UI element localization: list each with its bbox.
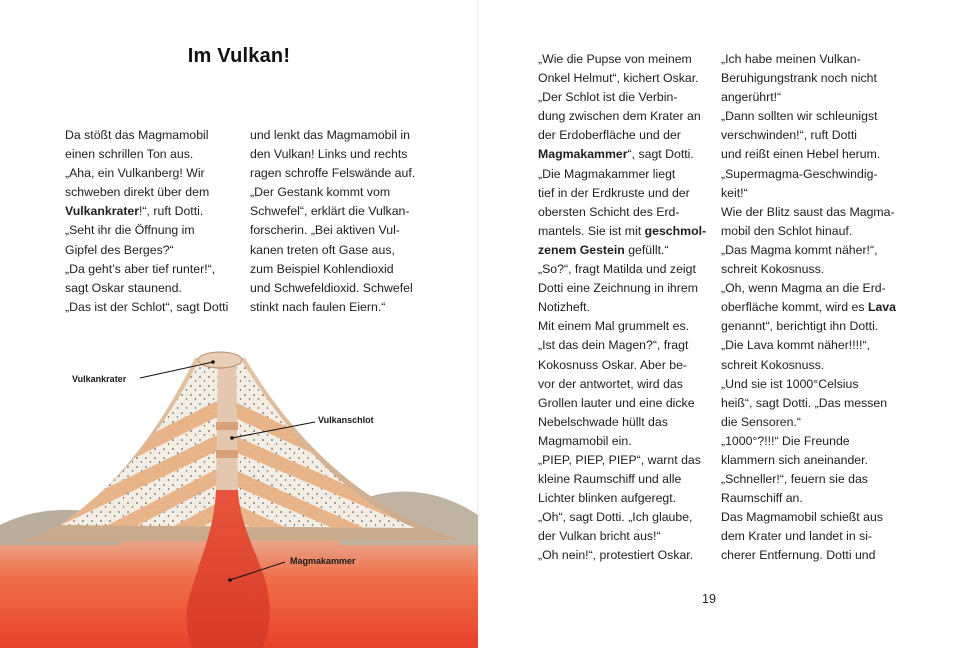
text-line <box>250 241 415 260</box>
bold-term: geschmol- <box>644 223 707 238</box>
text-run: Beruhigungstrank noch nicht <box>721 71 877 86</box>
text-run: „1000°?!!!“ Die Freunde <box>721 433 850 448</box>
text-line <box>538 546 706 565</box>
text-line <box>250 260 415 279</box>
text-line <box>721 165 896 184</box>
volcano-illustration <box>0 330 478 648</box>
text-line <box>538 508 706 527</box>
text-run: keit!“ <box>721 185 748 200</box>
text-line <box>721 260 896 279</box>
text-line <box>538 375 706 394</box>
text-run: und Schwefeldioxid. Schwefel <box>250 280 413 295</box>
text-run: cherer Entfernung. Dotti und <box>721 548 876 563</box>
text-line <box>538 145 706 164</box>
text-line <box>721 126 896 145</box>
text-run: „Ich habe meinen Vulkan- <box>721 52 861 66</box>
text-line <box>721 432 896 451</box>
text-run: „Aha, ein Vulkanberg! Wir <box>65 166 205 181</box>
text-run: „Und sie ist 1000°Celsius <box>721 376 859 391</box>
text-run: und lenkt das Magmamobil in <box>250 128 410 142</box>
label-vulkankrater: Vulkankrater <box>72 374 127 384</box>
text-line <box>721 489 896 508</box>
text-run: zum Beispiel Kohlendioxid <box>250 261 394 276</box>
text-run: !“, ruft Dotti. <box>139 204 204 219</box>
text-run: „Supermagma-Geschwindig- <box>721 166 878 181</box>
text-line <box>250 164 415 183</box>
text-line <box>721 184 896 203</box>
text-run: gefüllt.“ <box>624 242 669 257</box>
text-run: angerührt!“ <box>721 90 782 105</box>
text-line <box>65 298 228 317</box>
text-line <box>721 50 896 69</box>
text-line <box>721 356 896 375</box>
text-column-3 <box>538 50 706 566</box>
text-run: Schwefel“, erklärt die Vulkan- <box>250 204 410 219</box>
text-line <box>65 221 228 240</box>
text-run: heiß“, sagt Dotti. „Das messen <box>721 395 888 410</box>
text-run: Da stößt das Magmamobil <box>65 128 209 142</box>
text-run: „Seht ihr die Öffnung im <box>65 223 195 238</box>
text-run: dung zwischen dem Krater an <box>538 109 701 124</box>
text-line <box>538 279 706 298</box>
text-run: forscherin. „Bei aktiven Vul- <box>250 223 400 238</box>
text-line <box>250 145 415 164</box>
text-line <box>721 413 896 432</box>
text-run: „Das Magma kommt näher!“, <box>721 242 878 257</box>
text-run: „Wie die Pupse von meinem <box>538 52 692 66</box>
text-run: kleine Raumschiff und alle <box>538 472 682 487</box>
text-run: Das Magmamobil schießt aus <box>721 510 883 525</box>
text-run: Grollen lauter und eine dicke <box>538 395 695 410</box>
text-run: „Oh nein!“, protestiert Oskar. <box>538 548 694 563</box>
text-run: Onkel Helmut“, kichert Oskar. <box>538 71 699 86</box>
text-run: Mit einem Mal grummelt es. <box>538 319 690 334</box>
text-run: und reißt einen Hebel herum. <box>721 147 881 162</box>
text-run: obersten Schicht des Erd- <box>538 204 680 219</box>
text-line <box>65 279 228 298</box>
text-run: sagt Oskar staunend. <box>65 280 182 295</box>
text-line <box>250 126 415 145</box>
page-title: Im Vulkan! <box>187 45 291 67</box>
text-line <box>538 69 706 88</box>
text-line <box>250 279 415 298</box>
bold-term: zenem Gestein <box>538 242 625 257</box>
text-line <box>721 107 896 126</box>
text-line <box>721 88 896 107</box>
text-column-2 <box>250 126 415 317</box>
text-line <box>721 241 896 260</box>
text-run: vor der antwortet, wird das <box>538 376 683 391</box>
text-line <box>538 470 706 489</box>
text-line <box>65 260 228 279</box>
text-line <box>538 107 706 126</box>
text-line <box>538 451 706 470</box>
text-line <box>721 317 896 336</box>
text-line <box>721 145 896 164</box>
text-run: Notizheft. <box>538 300 590 315</box>
text-line <box>538 203 706 222</box>
label-magmakammer: Magmakammer <box>290 556 356 566</box>
text-line <box>538 165 706 184</box>
text-run: “, sagt Dotti. <box>627 147 694 162</box>
text-run: schweben direkt über dem <box>65 185 210 200</box>
text-line <box>250 202 415 221</box>
text-line <box>538 489 706 508</box>
text-line <box>538 88 706 107</box>
text-line <box>65 202 228 221</box>
text-run: oberfläche kommt, wird es <box>721 300 868 315</box>
text-run: einen schrillen Ton aus. <box>65 147 194 162</box>
text-run: „Oh, wenn Magma an die Erd- <box>721 281 886 296</box>
text-run: mantels. Sie ist mit <box>538 223 645 238</box>
text-line <box>721 203 896 222</box>
text-line <box>538 241 706 260</box>
text-run: schreit Kokosnuss. <box>721 262 825 277</box>
text-run: „Der Gestank kommt vom <box>250 185 391 200</box>
text-run: mobil den Schlot hinauf. <box>721 223 853 238</box>
crater-opening <box>198 352 242 368</box>
text-run: „Schneller!“, feuern sie das <box>721 472 868 487</box>
bold-term: Vulkankrater <box>65 204 140 219</box>
text-line <box>538 394 706 413</box>
text-line <box>721 375 896 394</box>
text-line <box>538 317 706 336</box>
text-line <box>721 69 896 88</box>
text-line <box>721 508 896 527</box>
text-run: Gipfel des Berges?“ <box>65 242 174 257</box>
text-run: Nebelschwade hüllt das <box>538 414 668 429</box>
text-run: „Das ist der Schlot“, sagt Dotti <box>65 299 229 314</box>
text-line <box>538 356 706 375</box>
text-line <box>721 298 896 317</box>
text-run: Wie der Blitz saust das Magma- <box>721 204 895 219</box>
text-line <box>65 241 228 260</box>
text-run: tief in der Erdkruste und der <box>538 185 690 200</box>
text-run: stinkt nach faulen Eiern.“ <box>250 299 386 314</box>
text-run: „PIEP, PIEP, PIEP“, warnt das <box>538 452 701 467</box>
text-line <box>250 298 415 317</box>
text-line <box>65 145 228 164</box>
text-line <box>538 260 706 279</box>
text-line <box>538 50 706 69</box>
text-run: schreit Kokosnuss. <box>721 357 825 372</box>
text-line <box>65 164 228 183</box>
text-column-1 <box>65 126 228 317</box>
text-run: Magmamobil ein. <box>538 433 632 448</box>
text-run: „Dann sollten wir schleunigst <box>721 109 878 124</box>
text-line <box>538 222 706 241</box>
text-column-4 <box>721 50 896 566</box>
text-line <box>538 298 706 317</box>
text-line <box>721 279 896 298</box>
text-line <box>721 394 896 413</box>
text-run: kanen treten oft Gase aus, <box>250 242 395 257</box>
text-line <box>65 183 228 202</box>
text-line <box>721 336 896 355</box>
text-run: dem Krater und landet in si- <box>721 529 873 544</box>
text-run: der Erdoberfläche und der <box>538 128 681 143</box>
bold-term: Magmakammer <box>538 147 628 162</box>
text-line <box>721 527 896 546</box>
text-run: „Die Lava kommt näher!!!!“, <box>721 338 870 353</box>
text-line <box>721 546 896 565</box>
text-line <box>538 336 706 355</box>
bold-term: Lava <box>867 300 896 315</box>
text-line <box>538 432 706 451</box>
text-line <box>538 126 706 145</box>
text-run: „Ist das dein Magen?“, fragt <box>538 338 689 353</box>
text-run: „So?“, fragt Matilda und zeigt <box>538 262 696 277</box>
text-run: Dotti eine Zeichnung in ihrem <box>538 281 698 296</box>
text-line <box>721 451 896 470</box>
text-line <box>250 183 415 202</box>
page-number: 19 <box>702 592 716 606</box>
text-line <box>538 527 706 546</box>
text-run: „Oh“, sagt Dotti. „Ich glaube, <box>538 510 693 525</box>
text-run: Raumschiff an. <box>721 491 803 506</box>
text-run: die Sensoren.“ <box>721 414 801 429</box>
text-run: klammern sich aneinander. <box>721 452 868 467</box>
text-line <box>250 221 415 240</box>
label-vulkanschlot: Vulkanschlot <box>318 415 374 425</box>
text-line <box>721 470 896 489</box>
text-run: der Vulkan bricht aus!“ <box>538 529 661 544</box>
text-run: „Da geht’s aber tief runter!“, <box>65 261 216 276</box>
text-run: Kokosnuss Oskar. Aber be- <box>538 357 688 372</box>
text-run: verschwinden!“, ruft Dotti <box>721 128 857 143</box>
text-line <box>538 413 706 432</box>
text-run: ragen schroffe Felswände auf. <box>250 166 416 181</box>
text-line <box>538 184 706 203</box>
text-run: „Der Schlot ist die Verbin- <box>538 90 678 105</box>
text-run: „Die Magmakammer liegt <box>538 166 676 181</box>
text-line <box>721 222 896 241</box>
text-run: genannt“, berichtigt ihn Dotti. <box>721 319 879 334</box>
text-run: den Vulkan! Links und rechts <box>250 147 408 162</box>
text-run: Lichter blinken aufgeregt. <box>538 491 677 506</box>
text-line <box>65 126 228 145</box>
